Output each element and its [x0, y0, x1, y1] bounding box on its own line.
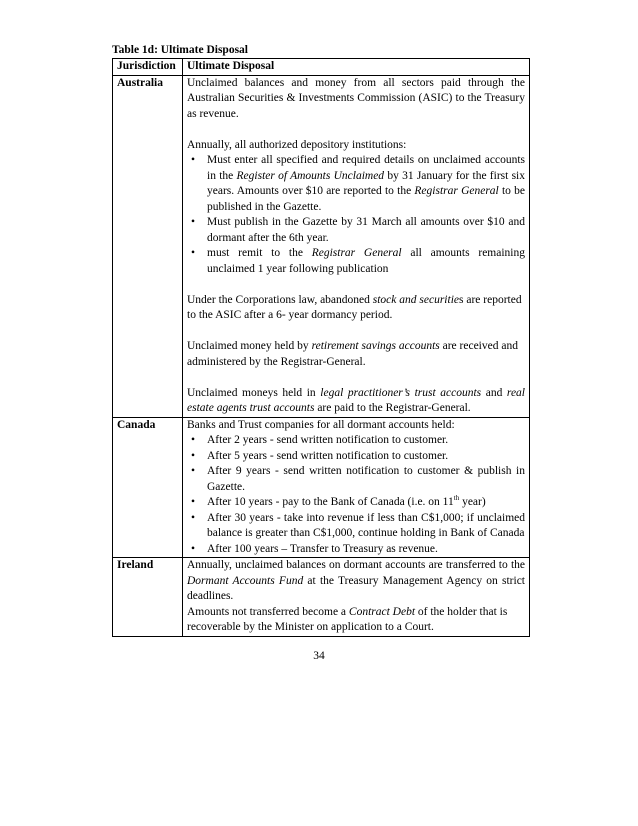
- disposal-ireland: [183, 558, 530, 637]
- disposal-australia: [183, 75, 530, 417]
- australia-paragraph-1: Unclaimed balances and money from all sectors paid through the Australian Securities & Investments Commission (ASIC) to the Treasury as revenue.: [187, 76, 525, 120]
- header-jurisdiction: Jurisdiction: [113, 59, 183, 76]
- table-row-canada: [113, 417, 530, 558]
- australia-paragraph-5: Unclaimed moneys held in legal practitioner’s trust accounts and real estate agents trust accounts are paid to the Registrar-General.: [187, 386, 525, 414]
- jurisdiction-australia: Australia: [113, 75, 183, 417]
- canada-bullet-6: • After 100 years – Transfer to Treasury as revenue.: [187, 542, 525, 558]
- ireland-paragraph-2: Amounts not transferred become a Contract Debt of the holder that is recoverable by the Minister on application to a Court.: [187, 605, 508, 633]
- ultimate-disposal-table: [112, 58, 530, 637]
- canada-bullet-5: • After 30 years - take into revenue if less than C$1,000; if unclaimed balance is greater than C$1,000, continue holding in Bank of Canada: [187, 511, 525, 542]
- disposal-canada: [183, 417, 530, 558]
- canada-bullet-3: • After 9 years - send written notification to customer & publish in Gazette.: [187, 464, 525, 495]
- table-row-ireland: [113, 558, 530, 637]
- canada-intro: Banks and Trust companies for all dormant accounts held:: [187, 418, 455, 431]
- australia-bullet-3: • must remit to the Registrar General all amounts remaining unclaimed 1 year following publication: [187, 246, 525, 277]
- australia-paragraph-2: Annually, all authorized depository institutions:: [187, 138, 407, 151]
- jurisdiction-ireland: Ireland: [113, 558, 183, 637]
- ireland-paragraph-1: Annually, unclaimed balances on dormant accounts are transferred to the Dormant Accounts Fund at the Treasury Management Agency on strict deadlines.: [187, 559, 525, 602]
- canada-bullet-1: • After 2 years - send written notification to customer.: [187, 433, 525, 449]
- page-number: 34: [313, 650, 325, 662]
- australia-paragraph-4: Unclaimed money held by retirement savings accounts are received and administered by the Registrar-General.: [187, 340, 518, 368]
- table-caption: Table 1d: Ultimate Disposal: [112, 44, 248, 56]
- australia-paragraph-3: Under the Corporations law, abandoned stock and securities are reported to the ASIC after a 6- year dormancy period.: [187, 293, 522, 321]
- australia-bullet-2: • Must publish in the Gazette by 31 March all amounts over $10 and dormant after the 6th year.: [187, 215, 525, 246]
- australia-bullet-1: • Must enter all specified and required details on unclaimed accounts in the Register of Amounts Unclaimed by 31 January for the first six years. Amounts over $10 are reported to the Registrar General to be published in the Gazette.: [187, 153, 525, 215]
- header-ultimate-disposal: Ultimate Disposal: [183, 59, 530, 76]
- canada-bullet-2: • After 5 years - send written notification to customer.: [187, 449, 525, 465]
- australia-bullet-list: [187, 153, 525, 277]
- jurisdiction-canada: Canada: [113, 417, 183, 558]
- table-row-australia: [113, 75, 530, 417]
- canada-bullet-list: [187, 433, 525, 557]
- table-header-row: [113, 59, 530, 76]
- document-page: [112, 44, 529, 637]
- canada-bullet-4: • After 10 years - pay to the Bank of Canada (i.e. on 11th year): [187, 495, 525, 511]
